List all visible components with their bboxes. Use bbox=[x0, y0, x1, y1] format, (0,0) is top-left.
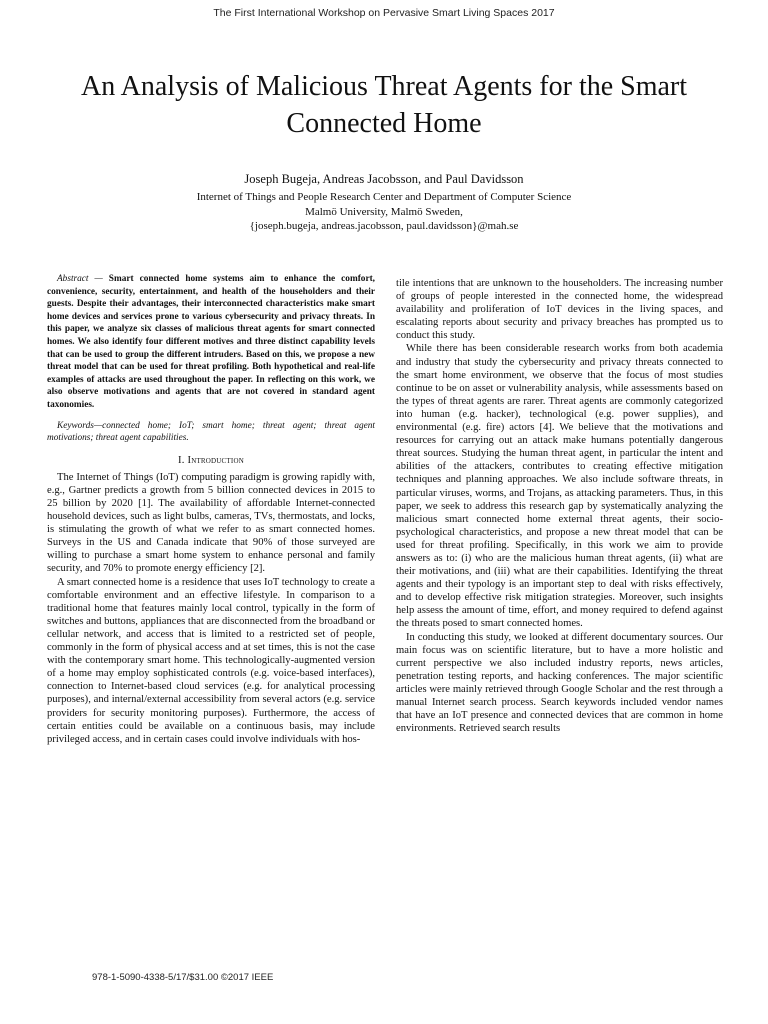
body-paragraph: In conducting this study, we looked at different documentary sources. Our main focus was on scientific literature, but to have a more holistic and current perspective we also included industry reports, news articles, penetration testing reports, and hacking conferences. The major scientific articles were mainly retrieved through Google Scholar and the rest through a manual Internet search process. Search keywords included vendor names that have an IoT presence and connected devices that are common in home environments. Retrieved search results bbox=[396, 631, 723, 735]
right-column bbox=[396, 277, 723, 735]
keywords: Keywords—connected home; IoT; smart home; threat agent; threat agent motivations; threat agent capabilities. bbox=[47, 420, 375, 444]
body-paragraph: While there has been considerable research works from both academia and industry that study the cybersecurity and privacy threats connected to the smart home environment, we observe that the focus of most studies continue to be on asset or vulnerability analysis, while assessments based on the types of threat agents are rarer. Threat agents are commonly categorized into human (e.g. hacker), technological (e.g. power supplies), and environmental (e.g. fire) actors [4]. We believe that the motivations and resources for carrying out an attack make humans potentially dangerous threat sources. Studying the human threat agent, in particular the intent and abilities of the attackers, contributes to creating effective mitigation techniques and planning approaches. We also include software threats, in particular viruses, worms, and Trojans, as attacking parameters. Thus, in this paper, we seek to address this research gap by systematically analyzing the malicious smart connected home external threat agents, their socio-psychological characteristics, and propose a new threat model that can be used for threat profiling. Specifically, in this work we aim to provide answers as to: (i) who are the malicious human threat agents, (ii) what are their motivations, and (iii) what are their capabilities. Identifying the threat agents and their typology is an important step to deal with risks effectively, and to develop effective risk mitigation strategies. Moreover, such insights help assess the amount of time, effort, and money required to defend against the threats posed to smart connected homes. bbox=[396, 343, 723, 630]
left-column bbox=[47, 273, 375, 746]
abstract-text: Smart connected home systems aim to enhance the comfort, convenience, security, entertainment, and health of the householders and their guests. Despite their advantages, their interconnected characteristics make smart home devices and services prone to various cybersecurity and privacy threats. In this paper, we analyze six classes of malicious threat agents for smart connected homes. We also identify four different motives and three distinct capability levels that can be used to group the different intruders. Based on this, we propose a new threat model that can be used for threat profiling. Both hypothetical and real-life examples of attacks are used throughout the paper. In reflecting on this work, we also observe motivations and agents that are not covered in standard agent taxonomies. bbox=[47, 274, 375, 410]
abstract-label: Abstract — bbox=[57, 274, 103, 284]
body-paragraph: The Internet of Things (IoT) computing paradigm is growing rapidly with, e.g., Gartner predicts a growth from 5 billion connected devices in 2015 to 25 billion by 2020 [1]. The availability of affordable Internet-connected household devices, such as light bulbs, cameras, TVs, thermostats, and locks, is stimulating the growth of what we refer to as smart connected homes. Surveys in the US and Canada indicate that 90% of those surveyed are willing to purchase a smart home system to enhance personal and family security, and 70% to promote energy efficiency [2]. bbox=[47, 471, 375, 575]
copyright-footer: 978-1-5090-4338-5/17/$31.00 ©2017 IEEE bbox=[92, 972, 274, 983]
abstract bbox=[47, 273, 375, 412]
affiliation-block bbox=[0, 190, 768, 234]
author-list: Joseph Bugeja, Andreas Jacobsson, and Paul Davidsson bbox=[244, 172, 524, 186]
affiliation-email: {joseph.bugeja, andreas.jacobsson, paul.davidsson}@mah.se bbox=[249, 220, 519, 232]
affiliation-location: Malmö University, Malmö Sweden, bbox=[305, 205, 463, 218]
section-title: Introduction bbox=[187, 454, 244, 466]
section-number: I. bbox=[178, 454, 185, 466]
section-heading-introduction bbox=[47, 454, 375, 467]
body-paragraph: tile intentions that are unknown to the householders. The increasing number of groups of people interested in the connected home, the widespread availability and proliferation of IoT devices in the living spaces, and escalating reports about security and privacy breaches has prompted us to conduct this study. bbox=[396, 278, 723, 342]
affiliation-institution: Internet of Things and People Research Center and Department of Computer Science bbox=[196, 191, 572, 203]
paper-title: An Analysis of Malicious Threat Agents for the Smart Connected Home bbox=[80, 71, 688, 139]
conference-header: The First International Workshop on Pervasive Smart Living Spaces 2017 bbox=[213, 7, 555, 19]
body-paragraph: A smart connected home is a residence that uses IoT technology to create a comfortable environment and an effective lifestyle. In comparison to a traditional home that features mainly local control, typically in the form of switches and buttons, appliances that are disconnected from the broadband or cellular network, and access that is limited to a restricted set of people, commonly in the form of physical access and at set times, this is not the case with the contemporary smart home. This technologically-augmented version of a home may employ sophisticated controls (e.g. voice-based interfaces), connection to Internet-based cloud services (e.g. for analytical processing purposes), and internal/external accessibility from several actors (e.g. service providers for security monitoring purposes). Furthermore, the access of certain entities could be available on a continuous basis, may include privileged access, and in certain cases could involve individuals with hos- bbox=[47, 576, 376, 745]
